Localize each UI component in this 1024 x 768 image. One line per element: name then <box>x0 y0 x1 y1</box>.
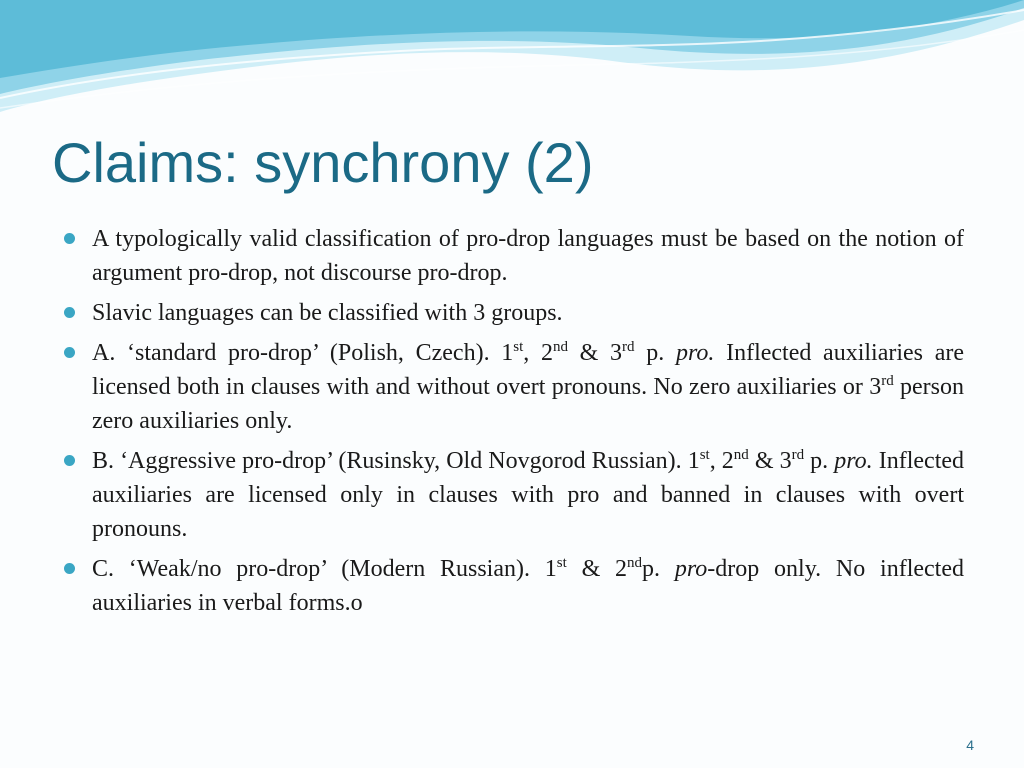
page-number: 4 <box>966 737 974 753</box>
text-segment: p. <box>642 556 675 582</box>
bullet-item-5 <box>60 552 964 620</box>
italic-term: pro. <box>675 340 715 366</box>
bullet-dot-icon <box>64 455 75 466</box>
text-segment: p. <box>634 340 676 366</box>
bullet-list <box>60 222 964 626</box>
italic-term: pro <box>674 556 708 582</box>
text-segment: -drop only. No inflected auxiliaries in verbal forms.o <box>92 556 964 616</box>
superscript: rd <box>791 447 805 463</box>
superscript: st <box>513 339 524 355</box>
bullet-item-4 <box>60 444 964 546</box>
text-segment: Inflected auxiliaries are licensed only in clauses with pro and banned in clauses with overt pronouns. <box>92 448 965 542</box>
superscript: rd <box>881 373 894 389</box>
text-segment: person zero auxiliaries only. <box>92 374 965 434</box>
superscript: st <box>556 555 567 571</box>
header-wave-decoration <box>0 0 1024 130</box>
text-segment: , 2 <box>709 448 734 474</box>
bullet-dot-icon <box>64 347 75 358</box>
text-segment: & 2 <box>566 556 628 582</box>
superscript: nd <box>552 339 568 355</box>
bullet-dot-icon <box>64 563 75 574</box>
text-segment: & 3 <box>748 448 792 474</box>
text-segment: C. ‘Weak/no pro-drop’ (Modern Russian). 1 <box>92 556 557 582</box>
text-segment: A. ‘standard pro-drop’ (Polish, Czech). 1 <box>92 340 514 366</box>
superscript: st <box>699 447 710 463</box>
text-segment: p. <box>804 448 835 474</box>
bullet-item-3 <box>60 336 964 438</box>
text-segment: & 3 <box>567 340 623 366</box>
text-segment: B. ‘Aggressive pro-drop’ (Rusinsky, Old Novgorod Russian). 1 <box>92 448 700 474</box>
bullet-item-2 <box>60 296 964 330</box>
italic-term: pro. <box>834 448 873 474</box>
bullet-text: A typologically valid classification of pro-drop languages must be based on the notion of argument pro-drop, not discourse pro-drop. <box>92 226 964 286</box>
bullet-dot-icon <box>64 307 75 318</box>
text-segment: Inflected auxiliaries are licensed both in clauses with and without overt pronouns. No zero auxiliaries or 3 <box>92 340 965 400</box>
superscript: rd <box>622 339 635 355</box>
slide-title: Claims: synchrony (2) <box>52 131 594 194</box>
text-segment: , 2 <box>523 340 553 366</box>
bullet-text: Slavic languages can be classified with 3 groups. <box>92 300 563 326</box>
superscript: nd <box>627 555 643 571</box>
superscript: nd <box>733 447 749 463</box>
bullet-item-1 <box>60 222 964 290</box>
bullet-dot-icon <box>64 233 75 244</box>
